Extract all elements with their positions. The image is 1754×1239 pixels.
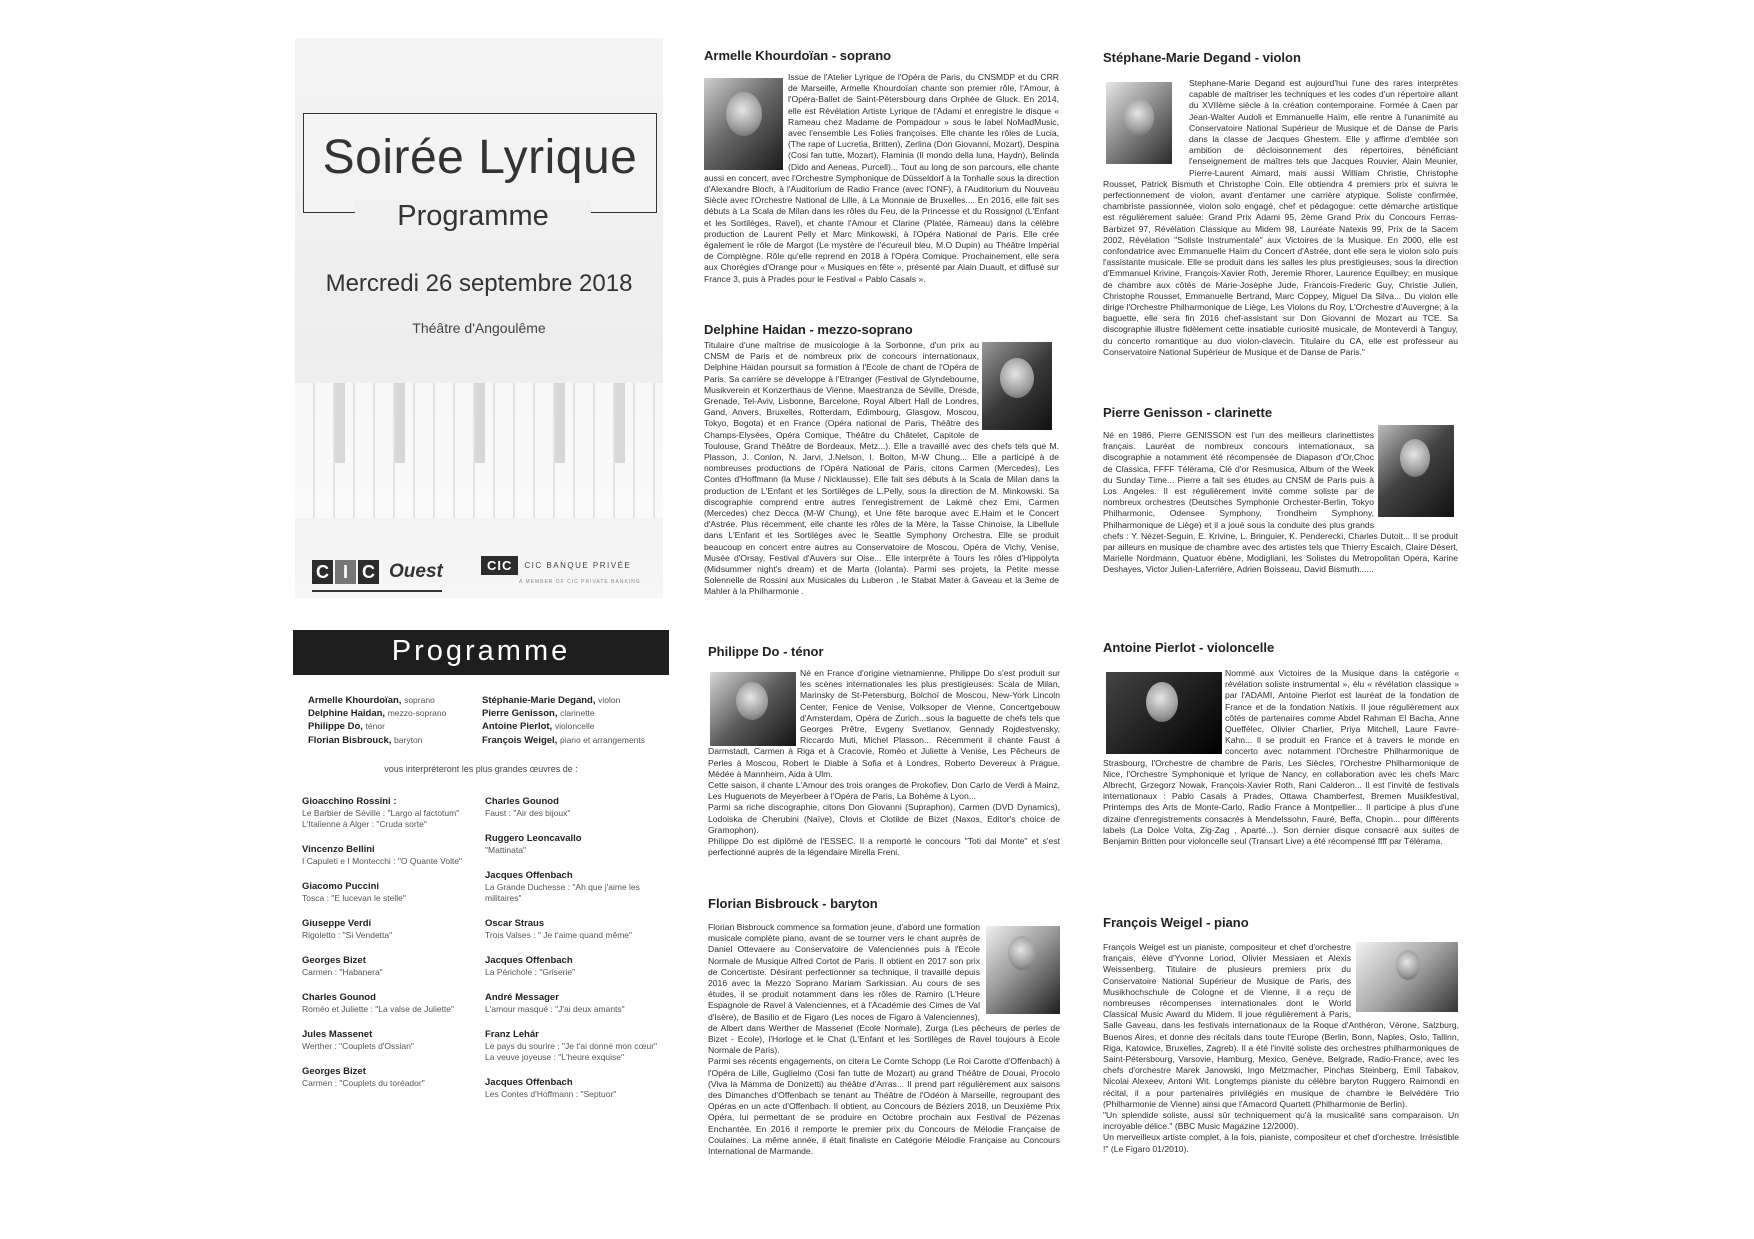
work-entry: Jacques Offenbach La Grande Duchesse : "Ah que j'aime les militaires" bbox=[485, 870, 640, 903]
bio-heading-stephane: Stéphane-Marie Degand - violon bbox=[1103, 50, 1301, 65]
bio-stephane: Stephane-Marie Degand est aujourd'hui l'une des rares interprètes capable de maîtriser les techniques et les codes d'un répertoire allant du XVIIème siècle à la création contemporaine. Formée à Caen par Jean-Walter Audoli et Emmanuelle Haïm, elle rentre à l'unanimité au Conservatoire National Supérieur de Musique et de Danse de Paris dans la classe de Jacques Ghestem. Elle y affirme d'emblée son ambition de décloisonnement des répertoires, bénéficiant l'enseignement de maîtres tels que Jacques Rouvier, Alain Meunier, Pierre-Laurent Aimard, mais aussi William Christie, Christophe Rousset, Patrick Bismuth et Christophe Coin. Elle obtiendra 4 premiers prix et suivra le perfectionnement de violon, avant d'entamer une carrière atypique. Soliste confirmée, chambriste passionnée, violon solo engagé, chef et pédagogue: cette démarche artistique est régulièrement saluée: Grand Prix Adami 95, 2ème Grand Prix du Concours Ferras-Barbizet 97, Révélation Classique au Midem 98, Lauréate Natexis 99, Prix de la Sacem 2002, Révélation "Soliste Instrumentale" aux Victoires de la Musique. En 2000, elle est confondatrice avec Emmanuelle Haïm du Concert d'Astrée, dont elle sera le violon solo puis l'assistante musicale. Elle se produit dans les salles les plus prestigieuses, sous la direction d'Emmanuel Krivine, François-Xavier Roth, Jeremie Rhorer, Laurence Equilbey; en musique de chambre aux côtés de Marie-Josèphe Jude, Francois-Frederic Guy, Christie Julien, Christophe Rousset, Emmanuelle Bertrand, Marc Coppey, Miguel Da Silva... Du violon elle dirige l'Orchestre Philharmonique de Liège, Les Violons du Roy, L'Orchestre d'Auvergne; à la baguette, elle sera fin 2016 chef-assistant sur Don Giovanni de Mozart au TCE. Sa discographie illustre fidèlement cette insatiable curiosité musicale, de Monteverdi à Tanguy, du concerto romantique au duo violon-clavecin. Titulaire du CA, elle est professeur au Conservatoire National Supérieur de Musique et de Danse de Paris." bbox=[1103, 78, 1458, 357]
piano-black-key bbox=[555, 383, 565, 463]
work-entry: Giacomo Puccini Tosca : "E lucevan le stelle" bbox=[302, 881, 406, 903]
work-entry: Giuseppe Verdi Rigoletto : "Si Vendetta" bbox=[302, 918, 393, 940]
work-entry: Jacques Offenbach Les Contes d'Hoffmann : "Septuor" bbox=[485, 1077, 617, 1099]
bio-delphine: Titulaire d'une maîtrise de musicologie à la Sorbonne, d'un prix au CNSM de Paris et de nombreux prix de concours internationaux, Delphine Haidan poursuit sa formation à l'Ecole de chant de l'Opéra de Paris. Sa carrière se développe à l'Etranger (Festival de Glyndebourne, Musikverein et Konzerthaus de Vienne, Maestranza de Séville, Dresde, Grenade, Tel-Aviv, Lisbonne, Barcelone, Royal Albert Hall de Londres, Gand, Anvers, Bruxelles, Rotterdam, Edimbourg, Glasgow, Moscou, Tokyo, Bogota) et en France (Opéra national de Paris, Théâtre des Champs-Elysées, Opéra Comique, Théâtre du Châtelet, Capitole de Toulouse, Grand Théâtre de Bordeaux, Metz...). Elle a travaillé avec des chefs tels que M. Plasson, J. Conlon, N. Jarvi, J.Nelson, I. Bolton, M-W Chung... Elle a participé à de nombreuses productions de l'Opéra National de Paris, citons Carmen (Mercedes), Les Contes d'Hoffmann (la Muse / Nicklausse). Elle fait ses débuts à la Scala de Milan dans la production de L'Enfant et les Sortilèges de L.Pelly, sous la direction de M. Minkowski. Sa discographie comprend entre autres l'enregistrement de Lakmé chez Emi, Carmen (Mercedes) chez Decca (M-W Chung), et Une fête baroque avec E.Haim et le Concert d'Astrée. Plus récemment, elle chante les rôles de la Mère, la Tasse Chinoise, la Libellule dans L'Enfant et les Sortilèges avec le Seattle Symphony Orchestra. Elle se produit beaucoup en concert entre autres au Conservatoire de Moscou, Opéra de Vichy, Venise, Musée d'Orsay, Festival d'Auvers sur Oise... Elle interprète à Tours les rôles d'Hippolyta (Midsummer night's dream) et de Marta (Iolanta). Parmi ses projets, la Petite messe Solennelle de Rossini aux Musicales du Luberon , le Stabat Mater à Gaveau et la 3eme de Mahler à la Philharmonie . bbox=[704, 340, 1059, 597]
cast-list-left: Armelle Khourdoïan, soprano Delphine Haidan, mezzo-soprano Philippe Do, ténor Florian Bisbrouck, baryton bbox=[308, 695, 447, 746]
programme-banner bbox=[293, 630, 669, 675]
bio-heading-delphine: Delphine Haidan - mezzo-soprano bbox=[704, 322, 913, 337]
piano-black-key bbox=[615, 383, 625, 463]
cic-banque-privee-logo: CIC CIC BANQUE PRIVÉE A MEMBER OF CIC PRIVATE BANKING bbox=[481, 556, 641, 585]
bio-heading-philippe: Philippe Do - ténor bbox=[708, 644, 824, 659]
bio-florian: Florian Bisbrouck commence sa formation jeune, d'abord une formation musicale complète piano, avant de se tourner vers le chant auprès de Daniel Ottevaere au Conservatoire de Valenciennes puis à l'Ecole Normale de Musique Alfred Cortot de Paris. Il obtient en 2017 son prix de Concertiste. Désirant perfectionner sa technique, il travaille depuis 2016 avec la Mezzo Soprano Mariam Sarkissian. Au cours de ses études, il se produit notamment dans les rôles de Ramiro (L'Heure Espagnole de Ravel à Valenciennes, et à l'Académie des Cimes de Val d'Isère), de Basilio et de Figaro (Les noces de Figaro à Valenciennes), de Albert dans Werther de Massenet (Ecole Normale), Zurga (Les pêcheurs de perles de Bizet - Ecole), l'Horloge et le Chat (L'Enfant et les Sortilèges de Ravel toujours à Ecole Normale de Paris). Parmi ses récents engagements, on citera Le Comte Schopp (Le Roi Carotte d'Offenbach) à l'Opéra de Lille, Guglielmo (Cosi fan tutte de Mozart) au grand Théâtre de Douai, Procolo (Viva la Mamma de Donizetti) au théâtre d'Arras... Il prend part régulièrement aux saisons des Dimanches d'Offenbach se tenant au Théâtre de l'Odéon à Marseille, regroupant des Opéras en un acte d'Offenbach. Il obtient, au Concours de Béziers 2018, un Deuxième Prix Opéra, lui permettant de se produire en Octobre prochain aux Festival de Pézenas Enchantée. En 2016 il remporte le premier prix du Concours de Mélodie Française de Coulaines. La même année, il était finaliste en Catégorie Mélodie Française au Concours International de Marmande. bbox=[708, 922, 1060, 1157]
title-frame bbox=[303, 113, 657, 213]
work-entry: Gioacchino Rossini : Le Barbier de Séville : "Largo al factotum" L'Italienne à Alger : "Cruda sorte" bbox=[302, 796, 460, 829]
bio-francois: François Weigel est un pianiste, compositeur et chef d'orchestre français, élève d'Yvonne Loriod, Olivier Messiaen et Alexis Weissenberg. Titulaire de plusieurs premiers prix du Conservatoire National Supérieur de Musique de Paris, des Musikhochschule de Cologne et de Vienne, il a reçu de nombreuses récompenses internationales dont le World Classical Music Award du Midem. Il joue régulièrement à Paris, Salle Gaveau, dans les festivals internationaux de la Roque d'Anthéron, Vérone, Salzburg, Buenos Aires, et donne des récitals dans toute l'Europe (Berlin, Bonn, Naples, Oslo, Tallinn, Riga, Katowice, Bruxelles, Zagreb). Il a été l'invité soliste des orchestres philharmoniques de Saint-Pétersbourg, Varsovie, Hamburg, Mexico, Genève, Belgrade, Radio-France, avec les chefs d'orchestre Marek Janowski, Ingo Metzmacher, Pinchas Steinberg, Emil Tabakov, Nicolai Alexeev, Antoni Wit. Longtemps pianiste du célèbre baryton Ruggero Raimondi en récital, il a pour partenaires privilégiés en musique de chambre le Belvédère Trio (Philharmonie de Vienne) ainsi que l'Amacord Quartett (Philharmonie de Berlin). "Un splendide soliste, aussi sûr techniquement qu'à la musicalité sans comparaison. Un incroyable délice." (BBC Music Magazine 12/2000). Un merveilleux artiste complet, à la fois, pianiste, compositeur et chef d'orchestre. Irrésistible !" (Le Figaro 01/2010). bbox=[1103, 942, 1459, 1154]
works-list-right bbox=[485, 796, 675, 1114]
work-entry: Charles Gounod Roméo et Juliette : "La valse de Juliette" bbox=[302, 992, 455, 1014]
programme-intro: vous interpréteront les plus grandes œuvres de : bbox=[384, 764, 578, 774]
cover-title: Soirée Lyrique bbox=[322, 131, 638, 184]
bio-heading-antoine: Antoine Pierlot - violoncelle bbox=[1103, 640, 1275, 655]
bio-heading-francois: François Weigel - piano bbox=[1103, 915, 1249, 930]
work-entry: Charles Gounod Faust : "Air des bijoux" bbox=[485, 796, 571, 818]
piano-black-key bbox=[395, 383, 405, 463]
bio-heading-pierre: Pierre Genisson - clarinette bbox=[1103, 405, 1273, 420]
cover-subtitle: Programme bbox=[355, 200, 591, 233]
programme-cover bbox=[295, 38, 663, 598]
bio-antoine: Nommé aux Victoires de la Musique dans la catégorie « révélation soliste instrumental », élu « révélation classique » par l'ADAMI, Antoine Pierlot est lauréat de la fondation de France et de la fondation Natixis. Il joue régulièrement aux côtés de partenaires comme Abdel Rahman El Bacha, Anne Queffélec, Olivier Charlier, Priya Mitchell, Laure Favre-Kahn... Il se produit en France et à travers le monde en concerto avec notamment l'Orchestre Philharmonique de Strasbourg, l'Orchestre de chambre de Paris, Les Siècles, l'Orchestre Philharmonique de Nice, l'Orchestre Symphonique et lyrique de Nancy, en collaboration avec les chefs Marc Albrecht, Grzegorz Nowak, François-Xavier Roth, Rani Calderon... Il est l'invité de festivals internationaux : Pablo Casals à Prades, Ottawa Chamberfest, Bremen Musikfestival, Printemps des Arts de Monte-Carlo, Radio France à Montpellier... Il participe à plus d'une dizaine d'enregistrements consacrés à Mendelssohn, Fauré, Beffa, Chopin... pour différents labels (La Dolce Volta, Zig-Zag , Aparté...). Son dernier disque consacré aux suites de Benjamin Britten pour violoncelle seul (Transart Live) a été récompensé ffff par Télérama. bbox=[1103, 668, 1459, 847]
work-entry: Franz Lehár Le pays du sourire : "Je t'ai donné mon cœur" La veuve joyeuse : "L'heure exquise" bbox=[485, 1029, 658, 1062]
work-entry: André Messager L'amour masqué : "J'ai deux amants" bbox=[485, 992, 625, 1014]
work-entry: Jacques Offenbach La Périchole : "Griserie" bbox=[485, 955, 576, 977]
bio-pierre: Né en 1986, Pierre GENISSON est l'un des meilleurs clarinettistes français. Lauréat de nombreux concours internationaux, sa discographie a notamment été récompensée de Diapason d'Or,Choc de Classica, FFFF Télérama, Clé d'or Resmusica, Album of the Week du Sunday Time... Pierre a fait ses études au CNSM de Paris puis à Los Angeles. Il est régulièrement invité comme soliste par de nombreux orchestres (Deutsches Symphonie Orchester-Berlin, Tokyo Philharmonic, Odensee Symphony, Trondheim Symphony, Philharmonique de Liège) et il a joué sous la conduite des plus grands chefs : Y. Nézet-Seguin, E. Krivine, L. Bringuier, K. Penderecki, Charles Dutoit... Il se produit par ailleurs en musique de chambre avec des artistes tels que Thierry Escaich, Claire Désert, Marielle Nordmann, Quatuor ébène, Modigliani, les Solistes du Metropolitan Opera, Karine Deshayes, Victor Julien-Laferrière, Adrien Boisseau, David Bismuth...... bbox=[1103, 430, 1458, 575]
work-entry: Jules Massenet Werther : "Couplets d'Ossian" bbox=[302, 1029, 414, 1051]
cover-date: Mercredi 26 septembre 2018 bbox=[325, 270, 633, 297]
work-entry: Georges Bizet Carmen : "Couplets du toréador" bbox=[302, 1066, 425, 1088]
cic-ouest-logo: C I C Ouest bbox=[312, 560, 443, 584]
work-entry: Vincenzo Bellini I Capuleti e I Montecchi : "O Quante Volte" bbox=[302, 844, 463, 866]
bio-armelle: Issue de l'Atelier Lyrique de l'Opéra de Paris, du CNSMDP et du CRR de Marseille, Armelle Khourdoïan chante son premier rôle, l'Amour, à l'Opéra-Ballet de Saint-Pétersbourg dans Orphée de Gluck. En 2014, elle est Révélation Artiste Lyrique de l'Adami et enregistre le disque « Rameau chez Madame de Pompadour » sous le label NoMadMusic, avec l'ensemble Les Folies françoises. Elle chante les rôles de Lucia, (The rape of Lucretia, Britten), Zerlina (Don Giovanni, Mozart), Despina (Cosi fan tutte, Mozart), Flaminia (Il mondo della luna, Haydn), Belinda (Dido and Aeneas, Purcell)... Tout au long de son parcours, elle chante aussi en concert, avec l'Orchestre Symphonique de Düsseldorf à la Tonhalle sous la direction d'Alexandre Bloch, à l'Auditorium de Radio France (avec l'ONF), à l'Auditorium du Nouveau Siècle avec l'Orchestre National de Lille, à La Monnaie de Bruxelles.... En 2016, elle fait ses débuts à La Scala de Milan dans les rôles du Feu, de la Princesse et du Rossignol (L'Enfant et les Sortilèges, Ravel), et chante l'Amour et Clarine (Platée, Rameau) dans la célèbre production de Laurent Pelly et Marc Minkowski, à l'Opéra National de Paris. Elle crée également le rôle de Margot (Le mystère de l'écureuil bleu, M.O Dupin) au Théâtre Impérial de Compiègne. Rôle qu'elle reprend en 2018 à l'Opéra Comique. Prochainement, elle sera aux Chorégies d'Orange pour « Musiques en fête », présenté par Alain Duault, et diffusé sur France 3, puis à Prades pour le Festival « Pablo Casals ». bbox=[704, 72, 1059, 284]
piano-black-key bbox=[475, 383, 485, 463]
cover-venue: Théâtre d'Angoulême bbox=[412, 320, 546, 336]
bio-heading-armelle: Armelle Khourdoïan - soprano bbox=[704, 48, 892, 63]
bio-heading-florian: Florian Bisbrouck - baryton bbox=[708, 896, 878, 911]
work-entry: Georges Bizet Carmen : "Habanera" bbox=[302, 955, 383, 977]
programme-banner-title: Programme bbox=[391, 635, 571, 667]
work-entry: Ruggero Leoncavallo "Mattinata" bbox=[485, 833, 582, 855]
bio-philippe: Né en France d'origine vietnamienne, Philippe Do s'est produit sur les scènes internationales les plus prestigieuses: Scala de Milan, Marinsky de St-Petersburg, Bolchoï de Moscou, New-York Lincoln Center, Fenice de Venise, Volksoper de Vienne, Concertgebouw d'Amsterdam, Opéra de Zurich...sous la baguette de chefs tels que Georges Prêtre, Evgeny Svetlanov, Gennady Rojdestvensky, Riccardo Muti, Michel Plasson... Récemment il chante Faust à Darmstadt, Carmen à Riga et à Cracovie, Roméo et Juliette à Venise, Les Pêcheurs de Perles à Moscou, Robert le Diable à Sofia et à Londres, Roberto Devereux à Prague, Médée à Mannheim, Aida à Ulm. Cette saison, il chante L'Amour des trois oranges de Prokofiev, Don Carlo de Verdi à Mainz, Les Huguenots de Meyerbeer à l'Opéra de Paris, La Bohème à Lyon... Parmi sa riche discographie, citons Don Giovanni (Supraphon), Carmen (DVD Dynamics), Lodoiska de Cherubini (Naïve), Clovis et Clotilde de Bizet (Naxos, Editor's choice de Gramophon). Philippe Do est diplômé de l'ESSEC. Il a remporté le concours "Toti dal Monte" et s'est perfectionné auprès de la légendaire Mirella Freni. bbox=[708, 668, 1060, 858]
cast-list-right: Stéphanie-Marie Degand, violon Pierre Genisson, clarinette Antoine Pierlot, violoncelle François Weigel, piano et arrangements bbox=[482, 695, 646, 746]
work-entry: Oscar Straus Trois Valses : " Je t'aime quand même" bbox=[485, 918, 633, 940]
piano-black-key bbox=[335, 383, 345, 463]
works-list-left bbox=[302, 796, 492, 1103]
